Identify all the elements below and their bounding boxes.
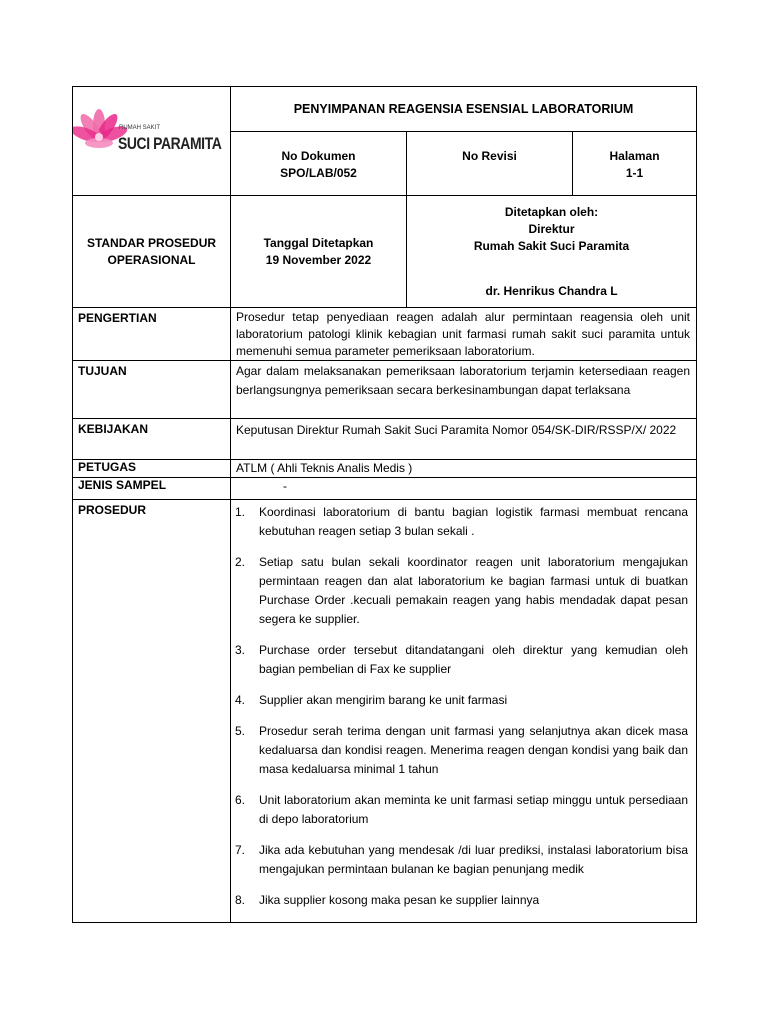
sop-label-line1: STANDAR PROSEDUR: [86, 235, 217, 250]
procedure-list: [231, 503, 696, 910]
petugas-text: ATLM ( Ahli Teknis Analis Medis ): [231, 460, 697, 478]
approval-cell: [407, 196, 697, 308]
procedure-step: [231, 722, 696, 779]
tujuan-label: TUJUAN: [73, 361, 231, 419]
step-text: Jika supplier kosong maka pesan ke supplier lainnya: [259, 893, 540, 907]
approval-name: dr. Henrikus Chandra L: [485, 284, 618, 298]
kebijakan-text: Keputusan Direktur Rumah Sakit Suci Paramita Nomor 054/SK-DIR/RSSP/X/ 2022: [231, 419, 697, 460]
procedure-step: [231, 641, 696, 679]
document-title: PENYIMPANAN REAGENSIA ESENSIAL LABORATORIUM: [231, 87, 697, 132]
logo-small-text: RUMAH SAKIT: [119, 125, 161, 131]
page-label: Halaman: [609, 149, 660, 164]
step-text: Supplier akan mengirim barang ke unit farmasi: [259, 693, 508, 707]
page-cell: [573, 132, 697, 196]
sop-document: [72, 86, 696, 919]
revision-cell: [407, 132, 573, 196]
procedure-step: [231, 841, 696, 879]
step-number: 6.: [235, 793, 246, 807]
pengertian-text: Prosedur tetap penyediaan reagen adalah alur permintaan reagensia oleh unit laboratorium patologi klinik kebagian unit farmasi rumah sakit suci paramita untuk memenuhi semua parameter pemeriksaan laboratorium.: [231, 308, 697, 361]
procedure-step: [231, 503, 696, 541]
step-text: Prosedur serah terima dengan unit farmasi yang selanjutnya akan dicek masa kedaluarsa dan kondisi reagen. Menerima reagen dengan kondisi yang baik dan masa kedaluarsa minimal 1 tahun: [259, 724, 689, 776]
page-value: 1-1: [625, 166, 644, 181]
step-number: 4.: [235, 693, 246, 707]
approval-role: Direktur: [528, 222, 575, 236]
step-text: Unit laboratorium akan meminta ke unit farmasi setiap minggu untuk persediaan di depo laboratorium: [259, 793, 689, 826]
prosedur-label: PROSEDUR: [73, 500, 231, 923]
date-label: Tanggal Ditetapkan: [263, 235, 374, 250]
jenis-sampel-text: -: [231, 478, 697, 500]
step-text: Koordinasi laboratorium di bantu bagian logistik farmasi membuat rencana kebutuhan reagen setiap 3 bulan sekali .: [259, 505, 689, 538]
date-cell: [231, 196, 407, 308]
step-text: Purchase order tersebut ditandatangani oleh direktur yang kemudian oleh bagian pembelian di Fax ke supplier: [259, 643, 689, 676]
kebijakan-label: KEBIJAKAN: [73, 419, 231, 460]
approval-label: Ditetapkan oleh:: [504, 205, 599, 219]
tujuan-text: Agar dalam melaksanakan pemeriksaan laboratorium terjamin ketersediaan reagen berlangsungnya pemeriksaan secara berkesinambungan dapat terlaksana: [231, 361, 697, 419]
sop-table: [72, 86, 697, 923]
step-number: 2.: [235, 555, 246, 569]
step-text: Jika ada kebutuhan yang mendesak /di luar prediksi, instalasi laboratorium bisa mengajukan permintaan bulanan ke bagian penunjang medik: [259, 843, 689, 876]
procedure-step: [231, 891, 696, 910]
pengertian-label: PENGERTIAN: [73, 308, 231, 361]
step-number: 1.: [235, 505, 246, 519]
doc-number-cell: [231, 132, 407, 196]
date-value: 19 November 2022: [265, 252, 372, 267]
revision-label: No Revisi: [462, 149, 517, 164]
jenis-sampel-label: JENIS SAMPEL: [73, 478, 231, 500]
logo-name: SUCI PARAMITA: [118, 134, 222, 153]
sop-label-cell: [73, 196, 231, 308]
prosedur-cell: [231, 500, 697, 923]
petugas-label: PETUGAS: [73, 460, 231, 478]
step-number: 5.: [235, 724, 246, 738]
step-text: Setiap satu bulan sekali koordinator reagen unit laboratorium mengajukan permintaan reagen dan alat laboratorium ke bagian farmasi untuk di buatkan Purchase Order .kecuali pemakain reagen yang habis mendadak dapat pesan segera ke supplier.: [259, 555, 689, 626]
doc-number-value: SPO/LAB/052: [280, 166, 357, 181]
step-number: 8.: [235, 893, 246, 907]
procedure-step: [231, 553, 696, 629]
sop-label-line2: OPERASIONAL: [107, 252, 196, 267]
step-number: 7.: [235, 843, 246, 857]
doc-number-label: No Dokumen: [281, 149, 356, 164]
approval-org: Rumah Sakit Suci Paramita: [473, 239, 630, 253]
logo-cell: [73, 87, 231, 196]
step-number: 3.: [235, 643, 246, 657]
procedure-step: [231, 691, 696, 710]
procedure-step: [231, 791, 696, 829]
